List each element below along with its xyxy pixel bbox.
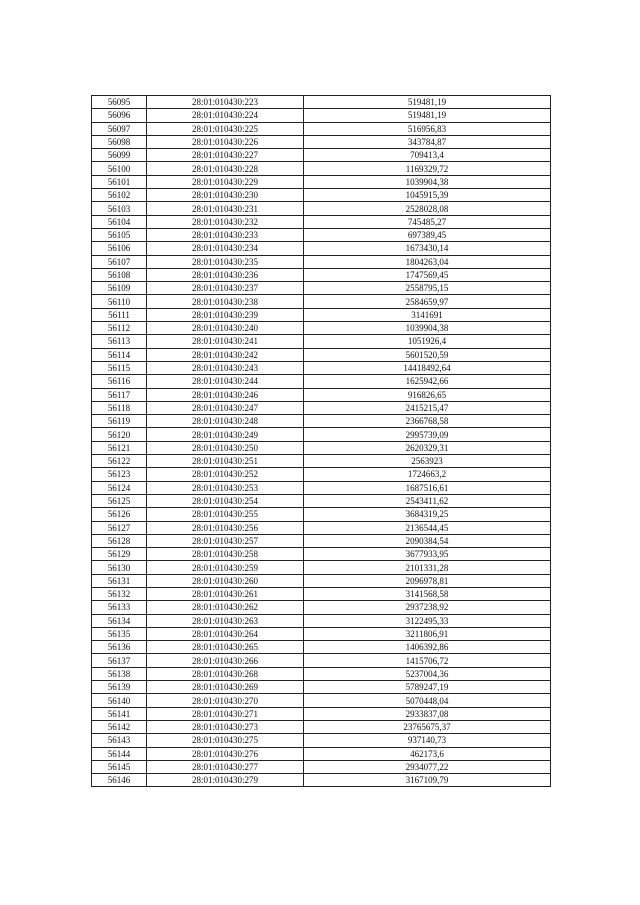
cadastral-number-cell: 28:01:010430:266 <box>147 654 304 667</box>
table-row <box>92 189 551 202</box>
cadastral-number-cell: 28:01:010430:270 <box>147 694 304 707</box>
row-number-cell: 56145 <box>92 760 147 773</box>
value-cell: 2366768,58 <box>304 415 551 428</box>
cadastral-number-cell: 28:01:010430:232 <box>147 215 304 228</box>
table-row <box>92 335 551 348</box>
row-number-cell: 56143 <box>92 734 147 747</box>
table-row <box>92 388 551 401</box>
table-row <box>92 774 551 787</box>
cadastral-number-cell: 28:01:010430:258 <box>147 548 304 561</box>
value-cell: 916826,65 <box>304 388 551 401</box>
row-number-cell: 56115 <box>92 361 147 374</box>
value-cell: 2543411,62 <box>304 494 551 507</box>
table-row <box>92 468 551 481</box>
row-number-cell: 56140 <box>92 694 147 707</box>
row-number-cell: 56097 <box>92 122 147 135</box>
cadastral-number-cell: 28:01:010430:246 <box>147 388 304 401</box>
table-row <box>92 415 551 428</box>
row-number-cell: 56104 <box>92 215 147 228</box>
row-number-cell: 56103 <box>92 202 147 215</box>
row-number-cell: 56106 <box>92 242 147 255</box>
row-number-cell: 56127 <box>92 521 147 534</box>
row-number-cell: 56130 <box>92 561 147 574</box>
value-cell: 5070448,04 <box>304 694 551 707</box>
cadastral-number-cell: 28:01:010430:226 <box>147 135 304 148</box>
value-cell: 5789247,19 <box>304 681 551 694</box>
table-row <box>92 508 551 521</box>
row-number-cell: 56142 <box>92 720 147 733</box>
value-cell: 2934077,22 <box>304 760 551 773</box>
table-row <box>92 348 551 361</box>
table-row <box>92 760 551 773</box>
table-row <box>92 521 551 534</box>
row-number-cell: 56107 <box>92 255 147 268</box>
row-number-cell: 56100 <box>92 162 147 175</box>
row-number-cell: 56121 <box>92 441 147 454</box>
row-number-cell: 56125 <box>92 494 147 507</box>
value-cell: 2937238,92 <box>304 601 551 614</box>
value-cell: 3167109,79 <box>304 774 551 787</box>
cadastral-number-cell: 28:01:010430:229 <box>147 175 304 188</box>
cadastral-number-cell: 28:01:010430:239 <box>147 308 304 321</box>
table-row <box>92 561 551 574</box>
cadastral-number-cell: 28:01:010430:251 <box>147 455 304 468</box>
row-number-cell: 56105 <box>92 228 147 241</box>
value-cell: 1039904,38 <box>304 322 551 335</box>
row-number-cell: 56111 <box>92 308 147 321</box>
table-row <box>92 295 551 308</box>
value-cell: 2558795,15 <box>304 282 551 295</box>
row-number-cell: 56096 <box>92 109 147 122</box>
cadastral-number-cell: 28:01:010430:238 <box>147 295 304 308</box>
row-number-cell: 56119 <box>92 415 147 428</box>
cadastral-number-cell: 28:01:010430:243 <box>147 361 304 374</box>
table-row <box>92 242 551 255</box>
cadastral-number-cell: 28:01:010430:271 <box>147 707 304 720</box>
row-number-cell: 56146 <box>92 774 147 787</box>
value-cell: 1415706,72 <box>304 654 551 667</box>
value-cell: 937140,73 <box>304 734 551 747</box>
row-number-cell: 56135 <box>92 627 147 640</box>
cadastral-number-cell: 28:01:010430:228 <box>147 162 304 175</box>
cadastral-number-cell: 28:01:010430:253 <box>147 481 304 494</box>
table-row <box>92 175 551 188</box>
table-row <box>92 601 551 614</box>
table-row <box>92 548 551 561</box>
cadastral-number-cell: 28:01:010430:236 <box>147 268 304 281</box>
row-number-cell: 56099 <box>92 149 147 162</box>
value-cell: 745485,27 <box>304 215 551 228</box>
value-cell: 516956,83 <box>304 122 551 135</box>
table-row <box>92 494 551 507</box>
cadastral-number-cell: 28:01:010430:269 <box>147 681 304 694</box>
value-cell: 2096978,81 <box>304 574 551 587</box>
value-cell: 1045915,39 <box>304 189 551 202</box>
value-cell: 5601520,59 <box>304 348 551 361</box>
table-row <box>92 720 551 733</box>
cadastral-number-cell: 28:01:010430:231 <box>147 202 304 215</box>
cadastral-number-cell: 28:01:010430:276 <box>147 747 304 760</box>
value-cell: 3141568,58 <box>304 587 551 600</box>
value-cell: 1673430,14 <box>304 242 551 255</box>
cadastral-number-cell: 28:01:010430:227 <box>147 149 304 162</box>
table-row <box>92 162 551 175</box>
cadastral-number-cell: 28:01:010430:254 <box>147 494 304 507</box>
row-number-cell: 56117 <box>92 388 147 401</box>
table-row <box>92 734 551 747</box>
table-row <box>92 428 551 441</box>
value-cell: 2101331,28 <box>304 561 551 574</box>
value-cell: 1039904,38 <box>304 175 551 188</box>
cadastral-number-cell: 28:01:010430:252 <box>147 468 304 481</box>
value-cell: 2415215,47 <box>304 401 551 414</box>
row-number-cell: 56144 <box>92 747 147 760</box>
value-cell: 1687516,61 <box>304 481 551 494</box>
table-row <box>92 109 551 122</box>
cadastral-number-cell: 28:01:010430:234 <box>147 242 304 255</box>
table-row <box>92 481 551 494</box>
row-number-cell: 56098 <box>92 135 147 148</box>
value-cell: 2528028,08 <box>304 202 551 215</box>
table-body <box>92 96 551 787</box>
value-cell: 5237004,36 <box>304 667 551 680</box>
value-cell: 2563923 <box>304 455 551 468</box>
cadastral-number-cell: 28:01:010430:240 <box>147 322 304 335</box>
cadastral-number-cell: 28:01:010430:261 <box>147 587 304 600</box>
row-number-cell: 56120 <box>92 428 147 441</box>
cadastral-number-cell: 28:01:010430:264 <box>147 627 304 640</box>
row-number-cell: 56138 <box>92 667 147 680</box>
cadastral-number-cell: 28:01:010430:268 <box>147 667 304 680</box>
table-row <box>92 122 551 135</box>
row-number-cell: 56134 <box>92 614 147 627</box>
value-cell: 2136544,45 <box>304 521 551 534</box>
cadastral-number-cell: 28:01:010430:250 <box>147 441 304 454</box>
value-cell: 1747569,45 <box>304 268 551 281</box>
table-row <box>92 587 551 600</box>
value-cell: 3141691 <box>304 308 551 321</box>
cadastral-number-cell: 28:01:010430:235 <box>147 255 304 268</box>
value-cell: 2620329,31 <box>304 441 551 454</box>
table-row <box>92 654 551 667</box>
value-cell: 519481,19 <box>304 96 551 109</box>
value-cell: 1804263,04 <box>304 255 551 268</box>
table-row <box>92 614 551 627</box>
row-number-cell: 56139 <box>92 681 147 694</box>
row-number-cell: 56126 <box>92 508 147 521</box>
table-row <box>92 574 551 587</box>
cadastral-number-cell: 28:01:010430:230 <box>147 189 304 202</box>
table-row <box>92 534 551 547</box>
cadastral-number-cell: 28:01:010430:244 <box>147 375 304 388</box>
row-number-cell: 56113 <box>92 335 147 348</box>
table-row <box>92 96 551 109</box>
value-cell: 697389,45 <box>304 228 551 241</box>
cadastral-number-cell: 28:01:010430:223 <box>147 96 304 109</box>
row-number-cell: 56123 <box>92 468 147 481</box>
cadastral-number-cell: 28:01:010430:248 <box>147 415 304 428</box>
table-row <box>92 361 551 374</box>
table-row <box>92 375 551 388</box>
table-row <box>92 308 551 321</box>
cadastral-value-table <box>91 95 551 787</box>
cadastral-number-cell: 28:01:010430:257 <box>147 534 304 547</box>
table-row <box>92 135 551 148</box>
cadastral-number-cell: 28:01:010430:263 <box>147 614 304 627</box>
row-number-cell: 56131 <box>92 574 147 587</box>
table-row <box>92 707 551 720</box>
row-number-cell: 56133 <box>92 601 147 614</box>
value-cell: 2090384,54 <box>304 534 551 547</box>
cadastral-number-cell: 28:01:010430:260 <box>147 574 304 587</box>
cadastral-number-cell: 28:01:010430:241 <box>147 335 304 348</box>
value-cell: 3684319,25 <box>304 508 551 521</box>
cadastral-number-cell: 28:01:010430:262 <box>147 601 304 614</box>
table-row <box>92 282 551 295</box>
row-number-cell: 56101 <box>92 175 147 188</box>
cadastral-number-cell: 28:01:010430:242 <box>147 348 304 361</box>
row-number-cell: 56136 <box>92 641 147 654</box>
value-cell: 3211806,91 <box>304 627 551 640</box>
row-number-cell: 56114 <box>92 348 147 361</box>
row-number-cell: 56129 <box>92 548 147 561</box>
cadastral-number-cell: 28:01:010430:279 <box>147 774 304 787</box>
cadastral-number-cell: 28:01:010430:265 <box>147 641 304 654</box>
value-cell: 23765675,37 <box>304 720 551 733</box>
cadastral-number-cell: 28:01:010430:225 <box>147 122 304 135</box>
row-number-cell: 56109 <box>92 282 147 295</box>
cadastral-number-cell: 28:01:010430:259 <box>147 561 304 574</box>
table-row <box>92 322 551 335</box>
table-row <box>92 228 551 241</box>
value-cell: 519481,19 <box>304 109 551 122</box>
value-cell: 1169329,72 <box>304 162 551 175</box>
table-row <box>92 627 551 640</box>
table-row <box>92 694 551 707</box>
row-number-cell: 56124 <box>92 481 147 494</box>
table-row <box>92 255 551 268</box>
table-row <box>92 667 551 680</box>
row-number-cell: 56132 <box>92 587 147 600</box>
table-row <box>92 202 551 215</box>
cadastral-number-cell: 28:01:010430:233 <box>147 228 304 241</box>
value-cell: 2933837,08 <box>304 707 551 720</box>
value-cell: 1724663,2 <box>304 468 551 481</box>
table-row <box>92 401 551 414</box>
table-row <box>92 747 551 760</box>
value-cell: 462173,6 <box>304 747 551 760</box>
value-cell: 1051926,4 <box>304 335 551 348</box>
cadastral-number-cell: 28:01:010430:277 <box>147 760 304 773</box>
value-cell: 3677933,95 <box>304 548 551 561</box>
value-cell: 1406392,86 <box>304 641 551 654</box>
value-cell: 709413,4 <box>304 149 551 162</box>
row-number-cell: 56116 <box>92 375 147 388</box>
cadastral-number-cell: 28:01:010430:237 <box>147 282 304 295</box>
table-row <box>92 215 551 228</box>
cadastral-number-cell: 28:01:010430:255 <box>147 508 304 521</box>
cadastral-number-cell: 28:01:010430:275 <box>147 734 304 747</box>
cadastral-number-cell: 28:01:010430:247 <box>147 401 304 414</box>
row-number-cell: 56122 <box>92 455 147 468</box>
cadastral-number-cell: 28:01:010430:273 <box>147 720 304 733</box>
row-number-cell: 56108 <box>92 268 147 281</box>
row-number-cell: 56137 <box>92 654 147 667</box>
value-cell: 2584659,97 <box>304 295 551 308</box>
cadastral-number-cell: 28:01:010430:224 <box>147 109 304 122</box>
table-row <box>92 681 551 694</box>
table-row <box>92 441 551 454</box>
table-row <box>92 641 551 654</box>
cadastral-number-cell: 28:01:010430:256 <box>147 521 304 534</box>
row-number-cell: 56102 <box>92 189 147 202</box>
row-number-cell: 56118 <box>92 401 147 414</box>
value-cell: 2995739,09 <box>304 428 551 441</box>
value-cell: 14418492,64 <box>304 361 551 374</box>
table-row <box>92 149 551 162</box>
value-cell: 343784,87 <box>304 135 551 148</box>
row-number-cell: 56141 <box>92 707 147 720</box>
cadastral-number-cell: 28:01:010430:249 <box>147 428 304 441</box>
value-cell: 1625942,66 <box>304 375 551 388</box>
table-row <box>92 268 551 281</box>
row-number-cell: 56095 <box>92 96 147 109</box>
value-cell: 3122495,33 <box>304 614 551 627</box>
row-number-cell: 56112 <box>92 322 147 335</box>
row-number-cell: 56110 <box>92 295 147 308</box>
table-row <box>92 455 551 468</box>
row-number-cell: 56128 <box>92 534 147 547</box>
